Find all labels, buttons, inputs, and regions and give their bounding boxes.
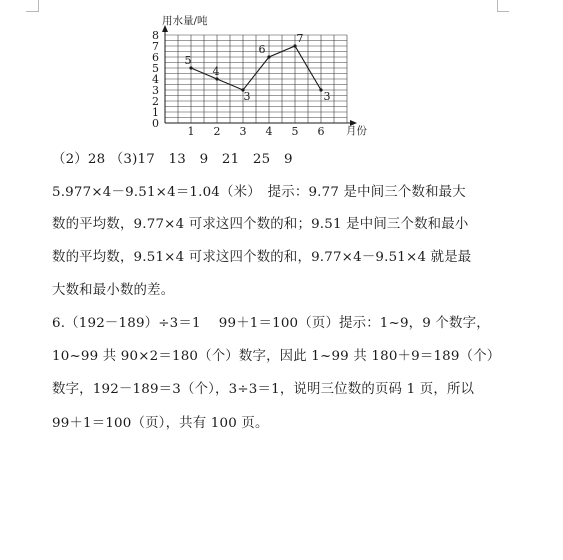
text-line-8: 数字，192－189＝3（个），3÷3＝1，说明三位数的页码 1 页，所以 <box>52 382 475 397</box>
y-tick-label-4: 4 <box>152 73 159 86</box>
y-tick-label-1: 1 <box>152 106 159 119</box>
data-label-3: 3 <box>243 90 251 103</box>
text-line-3: 数的平均数，9.77×4 可求这四个数的和；9.51 是中间三个数和最小 <box>52 217 469 232</box>
text-line-5: 大数和最小数的差。 <box>52 283 175 298</box>
text-line-9: 99＋1＝100（页），共有 100 页。 <box>52 416 269 431</box>
y-tick-label-7: 7 <box>152 40 159 53</box>
corner-mark-left-v <box>38 0 39 12</box>
data-point-4 <box>267 55 270 58</box>
x-tick-label-1: 1 <box>187 125 195 138</box>
x-axis-label: 月份 <box>346 125 367 137</box>
text-line-2: 5.977×4－9.51×4＝1.04（米） 提示：9.77 是中间三个数和最大 <box>52 185 466 200</box>
corner-mark-left-h <box>26 11 38 12</box>
text-line-6: 6.（192－189）÷3＝1 99＋1＝100（页）提示：1~9，9 个数字， <box>52 316 490 331</box>
y-tick-label-6: 6 <box>152 51 159 64</box>
y-tick-label-5: 5 <box>152 62 159 75</box>
chart-grid <box>165 35 347 123</box>
y-tick-label-0: 0 <box>152 117 159 130</box>
corner-mark-right-h <box>497 11 509 12</box>
text-line-1: （2）28 （3)17 13 9 21 25 9 <box>52 152 293 167</box>
y-tick-label-8: 8 <box>152 29 159 42</box>
x-tick-label-3: 3 <box>239 125 247 138</box>
data-label-6: 3 <box>323 90 331 103</box>
x-tick-label-5: 5 <box>291 125 299 138</box>
x-tick-label-2: 2 <box>213 125 221 138</box>
data-point-6 <box>319 88 322 91</box>
data-label-2: 4 <box>212 65 220 78</box>
y-axis-label: 用水量/吨 <box>162 15 208 27</box>
x-tick-label-6: 6 <box>317 125 325 138</box>
water-usage-line-chart <box>140 10 380 140</box>
data-label-4: 6 <box>258 43 266 56</box>
text-line-7: 10~99 共 90×2＝180（个）数字，因此 1~99 共 180＋9＝189（个） <box>52 349 501 364</box>
text-line-4: 数的平均数，9.51×4 可求这四个数的和，9.77×4－9.51×4 就是最 <box>52 250 472 265</box>
y-tick-label-3: 3 <box>152 84 159 97</box>
data-labels <box>185 32 331 103</box>
data-label-5: 7 <box>296 32 304 45</box>
x-tick-labels <box>188 125 325 138</box>
x-tick-label-4: 4 <box>265 125 273 138</box>
y-tick-label-2: 2 <box>152 95 159 108</box>
data-label-1: 5 <box>184 54 192 67</box>
y-tick-labels <box>152 29 159 130</box>
